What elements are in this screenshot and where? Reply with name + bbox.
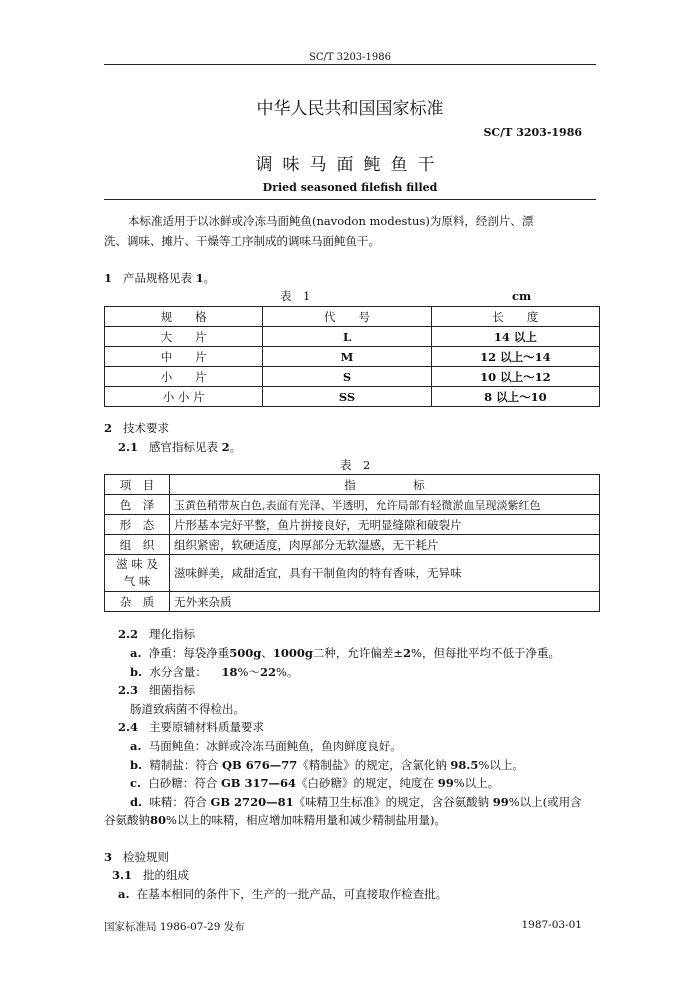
table-cell: 色 泽 [105,495,170,515]
item-text: 马面鲀鱼：冰鲜或冷冻马面鲀鱼，鱼肉鲜度良好。 [148,739,402,753]
item-2-4-d-cont [104,810,446,830]
section-2 [104,418,169,438]
item-bold: QB 676—77 [222,758,298,772]
table-cell: 组织紧密，软硬适度，肉厚部分无软湿感，无干耗片 [170,535,600,555]
section-1 [104,268,215,288]
table-cell: 大 片 [105,327,263,347]
table-ref: 2 [221,440,230,454]
section-2-1 [118,437,241,457]
section-text: 产品规格见表 [122,271,192,285]
item-text: %。 [275,665,299,679]
english-title: Dried seasoned filefish filled [262,181,438,194]
item-text: 在基本相同的条件下，生产的一批产品，可直接取作检查批。 [136,887,448,901]
intro-line-1: 本标准适用于以冰鲜或冷冻马面鲀鱼(navodon modestus)为原料，经剖片、漂 [128,214,534,228]
section-2-2 [118,624,195,644]
item-text: %以上。 [478,758,524,772]
item-bold: 98.5 [450,758,479,772]
section-number: 2 [104,421,113,435]
item-mark: b. [130,758,143,772]
item-mark: a. [130,646,142,660]
item-mark: c. [130,776,142,790]
standard-code: SC/T 3203-1986 [483,126,582,139]
section-text: 细菌指标 [148,683,195,697]
section-text: 感官指标见表 [148,440,218,454]
item-text: %以上(或用含 [508,795,582,809]
item-2-4-a [130,736,402,756]
item-text: 谷氨酸钠 [104,813,150,827]
section-text: 理化指标 [148,627,195,641]
section-3-1 [112,865,189,885]
item-text: 、 [261,646,273,660]
table-header-row [105,475,600,495]
table-cell: 12 以上～14 [431,347,599,367]
item-bold: GB 2720—81 [210,795,294,809]
footer-effective-date: 1987-03-01 [521,919,582,931]
table1-caption: 表 1 [280,289,311,303]
table-cell: M [263,347,431,367]
item-mark: d. [130,795,143,809]
table-row [105,327,600,347]
running-header: SC/T 3203-1986 [309,52,391,63]
section-end: 。 [203,271,216,285]
item-2-4-d [130,792,582,812]
table-cell: 滋味鲜美，咸甜适宜，具有干制鱼肉的特有香味，无异味 [170,555,600,592]
item-text: 水分含量： [149,665,207,679]
header-rule [104,64,596,65]
item-mark: b. [130,665,143,679]
table-cell: SS [263,387,431,407]
table-row [105,347,600,367]
item-text: 味精：符合 [149,795,207,809]
table-header-row [105,307,600,327]
document-title: 调味马面鲀鱼干 [255,155,445,175]
table-cell: 玉黄色稍带灰白色,表面有光泽、半透明，允许局部有轻微淤血呈现淡紫红色 [170,495,600,515]
title-rule [104,199,596,200]
table-ref: 1 [195,271,204,285]
section-2-3-body: 肠道致病菌不得检出。 [130,702,245,716]
table-cell: 组 织 [105,535,170,555]
item-text: 二种，允许偏差± [312,646,404,660]
table-cell: 小 片 [105,367,263,387]
section-number: 2.2 [118,627,139,641]
table-cell: 滋 味 及 气 味 [105,555,170,592]
section-number: 1 [104,271,113,285]
intro-line-2: 洗、调味、摊片、干燥等工序制成的调味马面鲀鱼干。 [104,234,380,248]
org-title: 中华人民共和国国家标准 [256,99,444,119]
item-text: 白砂糖：符合 [148,776,218,790]
item-text: 《味精卫生标准》的规定，含谷氨酸钠 [293,795,490,809]
item-3-1-a [118,884,447,904]
item-bold: 2 [403,646,412,660]
table-row [105,495,600,515]
table-row [105,555,600,592]
table-cell: 中 片 [105,347,263,367]
item-bold: 22 [259,665,276,679]
table-cell: 8 以上～10 [431,387,599,407]
item-2-4-b [130,755,524,775]
section-number: 2.1 [118,440,139,454]
section-2-4 [118,717,264,737]
section-text: 批的组成 [142,868,189,882]
table-1 [104,306,600,407]
table-header-cell: 代 号 [263,307,431,327]
table-header-cell: 规 格 [105,307,263,327]
item-text: 净重：每袋净重 [148,646,230,660]
table-cell: S [263,367,431,387]
section-text: 技术要求 [122,421,169,435]
item-text: %～ [237,665,260,679]
table2-caption: 表 2 [340,458,371,472]
table-header-cell: 长 度 [431,307,599,327]
section-number: 3 [104,850,113,864]
section-number: 2.3 [118,683,139,697]
item-text: 《精制盐》的规定，含氯化钠 [297,758,447,772]
section-number: 2.4 [118,720,139,734]
item-bold: GB 317—64 [220,776,297,790]
item-2-4-c [130,773,499,793]
item-bold: 1000g [272,646,313,660]
item-text: %以上的味精，相应增加味精用量和减少精制盐用量)。 [166,813,446,827]
table-row [105,592,600,612]
table-header-cell: 指 标 [170,475,600,495]
item-text: %以上。 [453,776,500,790]
table-row [105,387,600,407]
table-cell: 无外来杂质 [170,592,600,612]
section-end: 。 [229,440,242,454]
item-text: %，但每批平均不低于净重。 [411,646,560,660]
footer-issued: 国家标准局 1986-07-29 发布 [104,921,245,933]
table-cell: L [263,327,431,347]
table-cell: 10 以上～12 [431,367,599,387]
table-2 [104,474,600,612]
item-bold: 99 [492,795,509,809]
item-text: 精制盐：符合 [149,758,219,772]
section-number: 3.1 [112,868,133,882]
table-cell: 14 以上 [431,327,599,347]
table-cell: 形 态 [105,515,170,535]
item-mark: a. [130,739,142,753]
table-row [105,515,600,535]
item-bold: 80 [150,813,167,827]
section-3 [104,847,169,867]
table-cell: 片形基本完好平整，鱼片拼接良好，无明显缝隙和破裂片 [170,515,600,535]
section-text: 检验规则 [122,850,169,864]
item-bold: 500g [229,646,262,660]
table-cell: 小 小 片 [105,387,263,407]
table-row [105,535,600,555]
item-mark: a. [118,887,130,901]
section-text: 主要原辅材料质量要求 [148,720,264,734]
table-header-cell: 项 目 [105,475,170,495]
section-2-3 [118,680,195,700]
table-cell: 杂 质 [105,592,170,612]
item-2-2-a [130,643,560,663]
item-2-2-b [130,662,298,682]
table-row [105,367,600,387]
item-text: 《白砂糖》的规定，纯度在 [296,776,435,790]
item-bold: 18 [221,665,238,679]
table1-unit: cm [512,289,532,303]
item-bold: 99 [437,776,454,790]
